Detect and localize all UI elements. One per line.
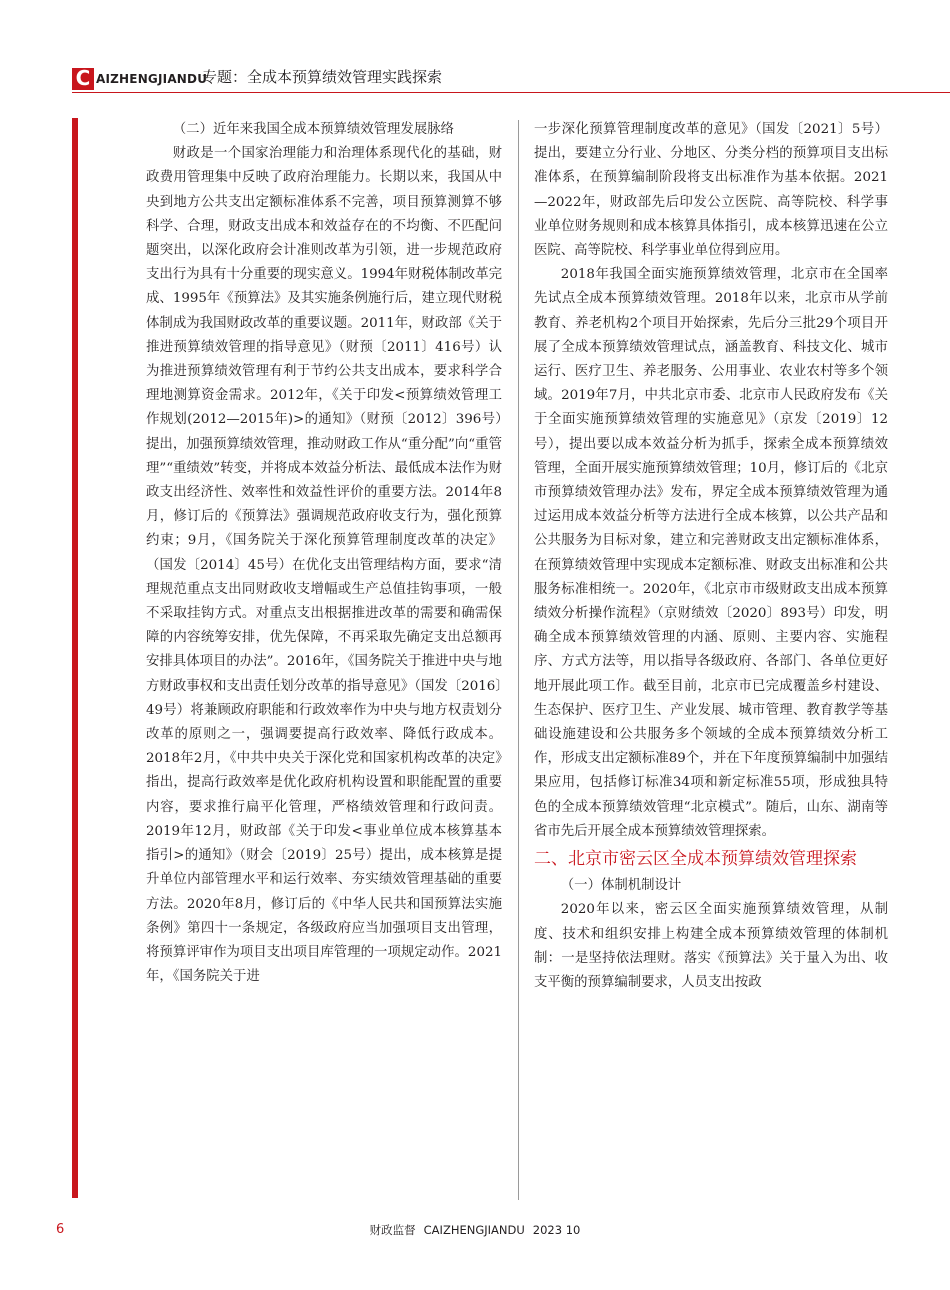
section-heading-miyun: 二、北京市密云区全成本预算绩效管理探索: [534, 849, 857, 870]
footer-journal: [0, 1222, 950, 1238]
left-column: [146, 118, 502, 989]
subheading-development: （二）近年来我国全成本预算绩效管理发展脉络: [172, 122, 454, 137]
journal-logo-letter: C: [75, 66, 91, 90]
paragraph-miyun: 2020年以来，密云区全面实施预算绩效管理，从制度、技术和组织安排上构建全成本预算绩效管理的体制机制：一是坚持依法理财。落实《预算法》关于量入为出、收支平衡的预算编制要求，人员支出按政: [534, 902, 888, 990]
subheading-mechanism: （一）体制机制设计: [560, 878, 682, 894]
paragraph-continuation: 一步深化预算管理制度改革的意见》（国发〔2021〕5号）提出，要建立分行业、分地区、分类分档的预算项目支出标准体系，在预算编制阶段将支出标准作为基本依据。2021—2022年，财政部先后印发公立医院、高等院校、科学事业单位财务规则和成本核算具体指引，成本核算迅速在公立医院、高等院校、科学事业单位得到应用。: [534, 122, 888, 259]
footer-issue: 2023 10: [532, 1223, 581, 1237]
footer-journal-en: CAIZHENGJIANDU: [423, 1223, 525, 1237]
paragraph-development: 财政是一个国家治理能力和治理体系现代化的基础，财政费用管理集中反映了政府治理能力。长期以来，我国从中央到地方公共支出定额标准体系不完善，项目预算测算不够科学、合理，财政支出成本和效益存在的不均衡、不匹配问题突出，以深化政府会计准则改革为引领，进一步规范政府支出行为具有十分重要的现实意义。1994年财税体制改革完成、1995年《预算法》及其实施条例施行后，建立现代财税体制成为我国财政改革的重要议题。2011年，财政部《关于推进预算绩效管理的指导意见》（财预〔2011〕416号）认为推进预算绩效管理有利于节约公共支出成本，要求科学合理地测算资金需求。2012年，《关于印发<预算绩效管理工作规划(2012—2015年)>的通知》（财预〔2012〕396号）提出，加强预算绩效管理，推动财政工作从“重分配”向“重管理”“重绩效”转变，并将成本效益分析法、最低成本法作为财政支出经济性、效率性和效益性评价的重要方法。2014年8月，修订后的《预算法》强调规范政府收支行为，强化预算约束；9月，《国务院关于深化预算管理制度改革的决定》（国发〔2014〕45号）在优化支出管理结构方面，要求“清理规范重点支出同财政收支增幅或生产总值挂钩事项，一般不采取挂钩方式。对重点支出根据推进改革的需要和确需保障的内容统筹安排，优先保障，不再采取先确定支出总额再安排具体项目的办法”。2016年，《国务院关于推进中央与地方财政事权和支出责任划分改革的指导意见》（国发〔2016〕49号）将兼顾政府职能和行政效率作为中央与地方权责划分改革的原则之一，强调要提高行政效率、降低行政成本。2018年2月，《中共中央关于深化党和国家机构改革的决定》指出，提高行政效率是优化政府机构设置和职能配置的重要内容，要求推行扁平化管理，严格绩效管理和行政问责。2019年12月，财政部《关于印发<事业单位成本核算基本指引>的通知》（财会〔2019〕25号）提出，成本核算是提升单位内部管理水平和运行效率、夯实绩效管理基础的重要方法。2020年8月，修订后的《中华人民共和国预算法实施条例》第四十一条规定，各级政府应当加强项目支出管理，将预算评审作为项目支出项目库管理的一项规定动作。2021年，《国务院关于进: [146, 146, 502, 985]
topic-title: 专题：全成本预算绩效管理实践探索: [202, 68, 443, 86]
journal-logo-text: AIZHENGJIANDU: [96, 72, 208, 86]
column-divider: [518, 120, 519, 1200]
header-divider: [72, 92, 950, 93]
page-number: 6: [56, 1222, 65, 1237]
page-header: [0, 0, 950, 100]
paragraph-beijing: 2018年我国全面实施预算绩效管理，北京市在全国率先试点全成本预算绩效管理。2018年以来，北京市从学前教育、养老机构2个项目开始探索，先后分三批29个项目开展了全成本预算绩效管理试点，涵盖教育、科技文化、城市运行、医疗卫生、养老服务、公用事业、农业农村等多个领域。2019年7月，中共北京市委、北京市人民政府发布《关于全面实施预算绩效管理的实施意见》（京发〔2019〕12号），提出要以成本效益分析为抓手，探索全成本预算绩效管理，全面开展实施预算绩效管理；10月，修订后的《北京市预算绩效管理办法》发布，界定全成本预算绩效管理为通过运用成本效益分析等方法进行全成本核算，以公共产品和公共服务为目标对象，建立和完善财政支出定额标准体系，在预算绩效管理中实现成本定额标准、财政支出标准和公共服务标准相统一。2020年，《北京市市级财政支出成本预算绩效分析操作流程》（京财绩效〔2020〕893号）印发，明确全成本预算绩效管理的内涵、原则、主要内容、实施程序、方式方法等，用以指导各级政府、各部门、各单位更好地开展此项工作。截至目前，北京市已完成覆盖乡村建设、生态保护、医疗卫生、产业发展、城市管理、教育教学等基础设施建设和公共服务多个领域的全成本预算绩效分析工作，形成支出定额标准89个，并在下年度预算编制中加强结果应用，包括修订标准34项和新定标准55项，形成独具特色的全成本预算绩效管理“北京模式”。随后，山东、湖南等省市先后开展全成本预算绩效管理探索。: [534, 267, 888, 839]
right-column: [534, 118, 888, 995]
footer-journal-cn: 财政监督: [369, 1223, 416, 1237]
left-accent-bar: [72, 118, 78, 1198]
